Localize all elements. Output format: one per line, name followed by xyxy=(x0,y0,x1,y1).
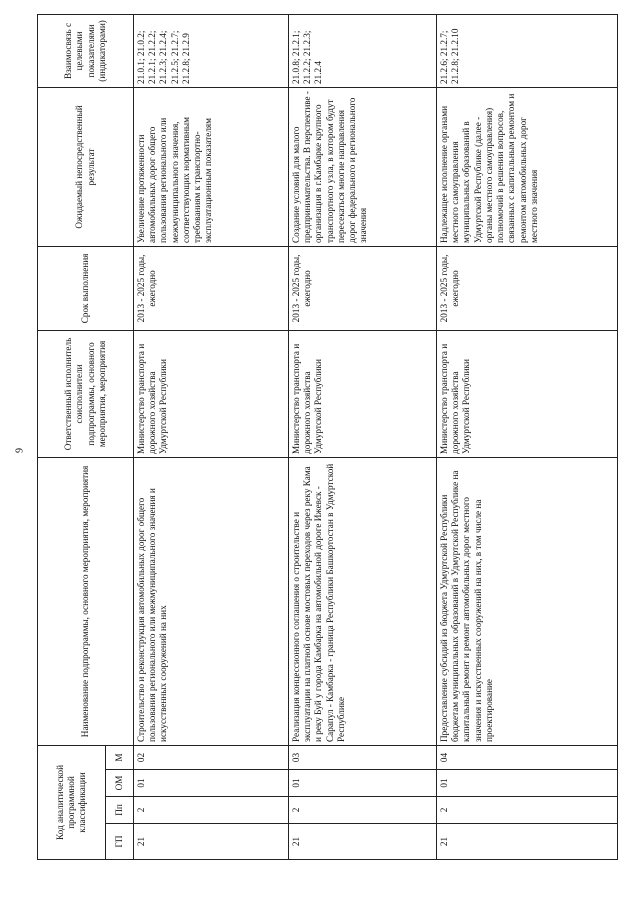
header-om: ОМ xyxy=(106,770,134,797)
page-number: 9 xyxy=(14,448,26,453)
cell-om: 01 xyxy=(437,770,618,797)
header-pp: Пп xyxy=(106,797,134,824)
cell-link: 21.0.1; 21.0.2; 21.2.1; 21.2.2; 21.2.3; 21.2.4; 21.2.5; 21.2.7; 21.2.8; 21.2.9 xyxy=(134,14,289,87)
cell-name: Предоставление субсидий из бюджета Удмуртской Республики бюджетам муниципальных образований в Удмуртской Республике на капитальный ремонт и ремонт автомобильных дорог местного значения и искусственных сооружений на них, в том числе на проектирование xyxy=(437,457,618,745)
header-term: Срок выполнения xyxy=(38,246,134,330)
table-row xyxy=(289,14,437,859)
header-gp: ГП xyxy=(106,824,134,860)
cell-om: 01 xyxy=(134,770,289,797)
cell-executor: Министерство транспорта и дорожного хозяйства Удмуртской Республики xyxy=(289,330,437,457)
header-m: М xyxy=(106,745,134,769)
cell-executor: Министерство транспорта и дорожного хозяйства Удмуртской Республики xyxy=(134,330,289,457)
cell-result: Увеличение протяженности автомобильных дорог общего пользования регионального или межмуниципального значения, соответствующих нормативным требованиям к транспортно-эксплуатационным показателям xyxy=(134,87,289,246)
cell-link: 21.2.6; 21.2.7; 21.2.8; 21.2.10 xyxy=(437,14,618,87)
cell-om: 01 xyxy=(289,770,437,797)
header-link: Взаимосвязь с целевыми показателями (индикаторами) xyxy=(38,14,134,87)
cell-term: 2013 - 2025 годы, ежегодно xyxy=(437,246,618,330)
cell-link: 21.0.8; 21.2.1; 21.2.2; 21.2.3; 21.2.4 xyxy=(289,14,437,87)
header-name: Наименование подпрограммы, основного мероприятия, мероприятия xyxy=(38,457,134,745)
cell-m: 04 xyxy=(437,745,618,769)
header-result: Ожидаемый непосредственный результат xyxy=(38,87,134,246)
cell-result: Надлежащее исполнение органами местного самоуправления муниципальных образований в Удмуртской Республике (далее - органы местного самоуправления) полномочий в решении вопросов, связанных с капитальным ремонтом и ремонтом автомобильных дорог местного значения xyxy=(437,87,618,246)
header-code-group: Код аналитической программной классификации xyxy=(38,745,106,859)
cell-executor: Министерство транспорта и дорожного хозяйства Удмуртской Республики xyxy=(437,330,618,457)
table-row xyxy=(134,14,289,859)
cell-pp: 2 xyxy=(134,797,289,824)
cell-m: 02 xyxy=(134,745,289,769)
cell-name: Строительство и реконструкция автомобильных дорог общего пользования регионального или межмуниципального значения и искусственных сооружений на них xyxy=(134,457,289,745)
rotated-sheet xyxy=(37,15,617,860)
cell-pp: 2 xyxy=(289,797,437,824)
cell-result: Создание условий для малого предпринимательства. В перспективе - организация в г.Камбарке крупного транспортного узла, в котором будут пересекаться многие направления дорог федерального и регионального значения xyxy=(289,87,437,246)
cell-term: 2013 - 2025 годы, ежегодно xyxy=(134,246,289,330)
cell-gp: 21 xyxy=(134,824,289,860)
cell-pp: 2 xyxy=(437,797,618,824)
cell-gp: 21 xyxy=(289,824,437,860)
cell-name: Реализация концессионного соглашения о строительстве и эксплуатации на платной основе мостовых переходов через реку Кама и реку Буй у города Камбарка на автомобильной дороге Ижевск - Сарапул - Камбарка - граница Республики Башкортостан в Удмуртской Республике xyxy=(289,457,437,745)
cell-gp: 21 xyxy=(437,824,618,860)
program-measures-table xyxy=(37,14,618,860)
header-executor: Ответственный исполнитель соисполнители подпрограммы, основного мероприятия, мероприятия xyxy=(38,330,134,457)
table-row xyxy=(437,14,618,859)
cell-term: 2013 - 2025 годы, ежегодно xyxy=(289,246,437,330)
cell-m: 03 xyxy=(289,745,437,769)
